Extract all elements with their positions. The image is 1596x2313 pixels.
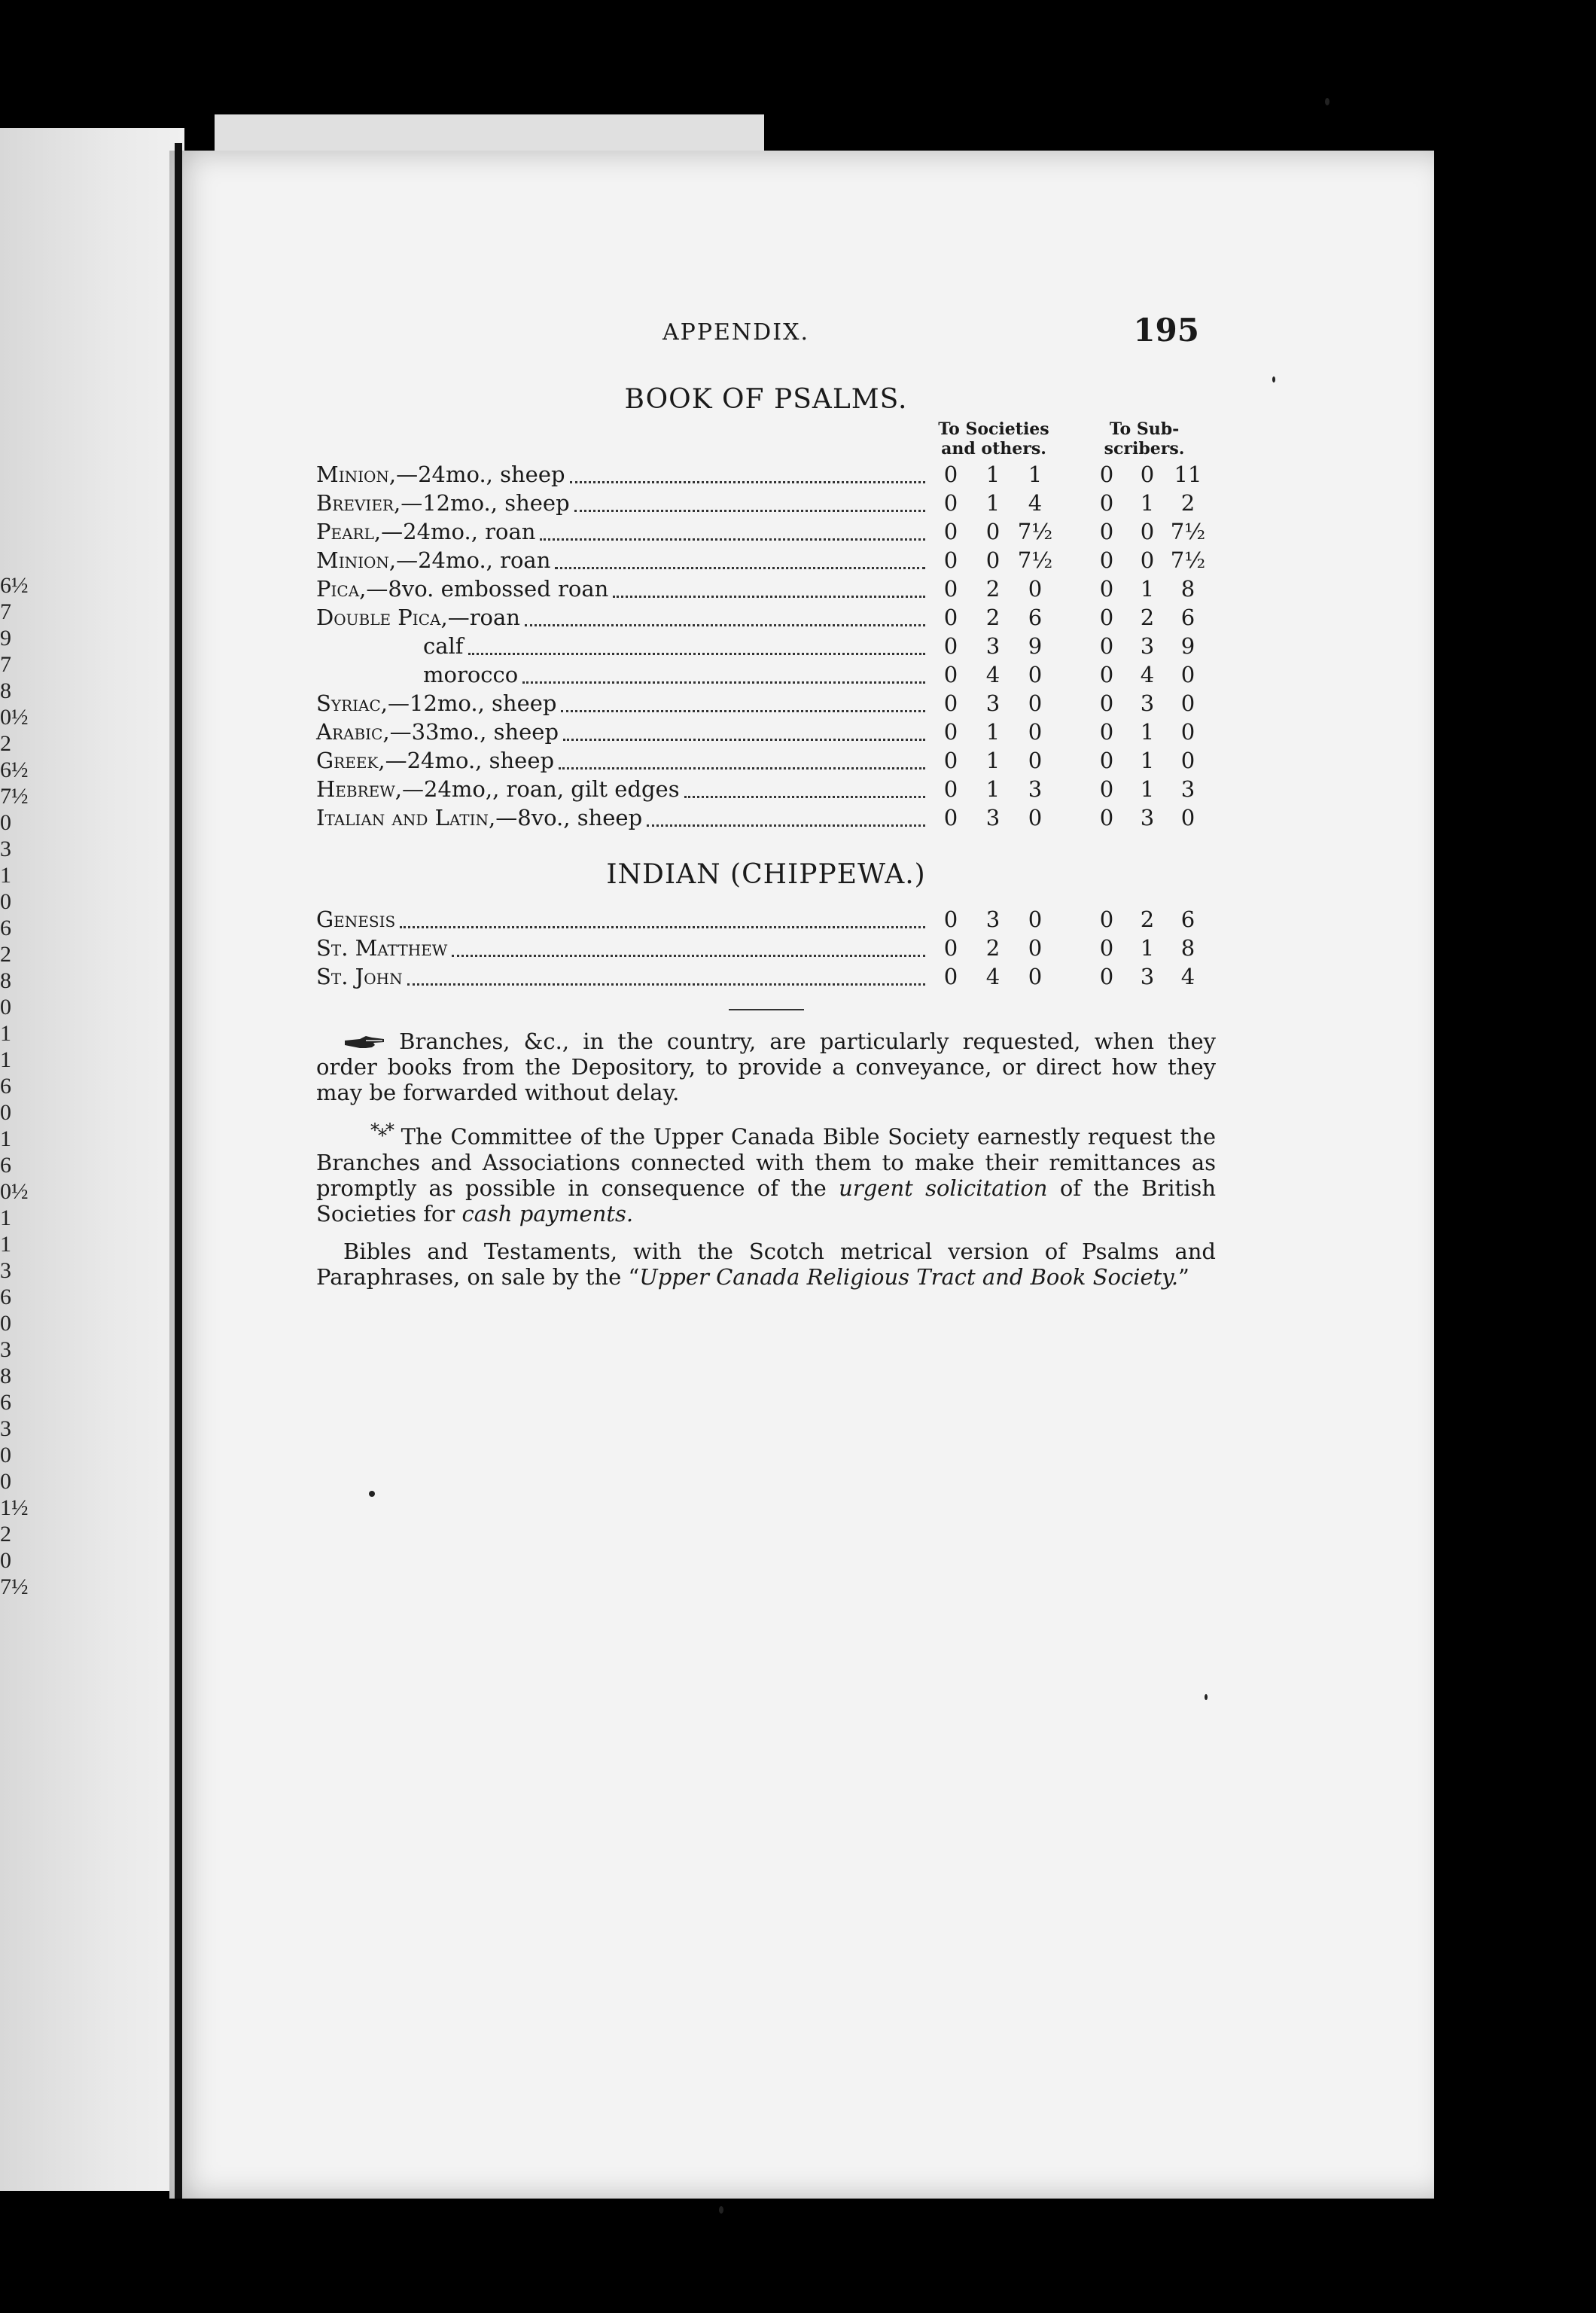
item-description: —roan [447, 605, 520, 630]
price-subscribers-pounds: 0 [1099, 490, 1114, 516]
column-gap [1056, 490, 1086, 516]
price-societies-pounds: 0 [943, 662, 958, 687]
price-subscribers-pounds: 0 [1099, 907, 1114, 932]
price-subscribers-pounds: 0 [1099, 633, 1114, 659]
price-subscribers-pounds: 0 [1099, 576, 1114, 602]
previous-page-digits [0, 572, 29, 1600]
dot-leader [570, 481, 925, 483]
price-row [316, 490, 1216, 519]
column-gap [1056, 748, 1086, 773]
note-conveyance [316, 1029, 1216, 1105]
price-cells [930, 805, 1216, 830]
price-societies-shillings: 4 [985, 662, 1001, 687]
price-subscribers-pence: 9 [1180, 633, 1195, 659]
price-row [316, 576, 1216, 605]
item-type: Minion, [316, 462, 397, 487]
column-gap [1056, 964, 1086, 989]
psalms-price-list [316, 462, 1216, 833]
price-subscribers-pounds: 0 [1099, 547, 1114, 573]
price-societies-pence: 0 [1028, 690, 1043, 716]
previous-page-digit: 0 [0, 1100, 11, 1125]
column-gap [1056, 776, 1086, 802]
price-societies-pence: 6 [1028, 605, 1043, 630]
dot-leader [407, 983, 925, 986]
manicule-icon [343, 1035, 385, 1051]
dot-leader [613, 596, 925, 598]
price-subscribers-shillings: 1 [1140, 490, 1155, 516]
indian-price-list [316, 907, 1216, 992]
price-subscribers-pence: 0 [1180, 662, 1195, 687]
price-societies-pence: 7½ [1017, 547, 1053, 573]
price-subscribers-pounds: 0 [1099, 605, 1114, 630]
price-subscribers-shillings: 1 [1140, 748, 1155, 773]
column-gap [1056, 662, 1086, 687]
price-societies-pounds: 0 [943, 964, 958, 989]
psalms-title: BOOK OF PSALMS. [624, 384, 908, 415]
previous-page-digit: 0½ [0, 1179, 29, 1204]
item-name [316, 748, 554, 773]
price-societies-pence: 9 [1028, 633, 1043, 659]
previous-page-digit: 2 [0, 731, 11, 756]
previous-page-digit: 1 [0, 1232, 11, 1257]
dot-leader [684, 796, 925, 798]
price-societies-pence: 0 [1028, 935, 1043, 961]
previous-page-digit: 6 [0, 1074, 11, 1099]
price-cells [930, 547, 1216, 573]
price-cells [930, 519, 1216, 544]
item-name [316, 690, 556, 716]
price-row [316, 776, 1216, 805]
previous-page-digit: 1 [0, 863, 11, 888]
previous-page-digit: 6 [0, 1284, 11, 1309]
item-description: —24mo., roan [381, 519, 536, 544]
item-description: calf [423, 633, 464, 659]
item-description: —24mo., roan [396, 547, 551, 573]
item-description: —24mo., sheep [396, 462, 565, 487]
previous-page-digit: 8 [0, 1364, 11, 1388]
price-subscribers-shillings: 3 [1140, 633, 1155, 659]
item-type: St. Matthew [316, 935, 448, 961]
column-gap [1056, 605, 1086, 630]
dot-leader [559, 767, 925, 769]
price-row [316, 605, 1216, 633]
asterism: *⁎* [370, 1120, 393, 1141]
price-subscribers-pence: 8 [1180, 935, 1195, 961]
price-societies-pounds: 0 [943, 633, 958, 659]
price-subscribers-shillings: 4 [1140, 662, 1155, 687]
price-row [316, 519, 1216, 547]
column-header-subscribers: To Sub- scribers. [1104, 419, 1185, 459]
item-name [316, 547, 550, 573]
divider-rule [729, 1009, 804, 1010]
price-societies-shillings: 3 [985, 633, 1001, 659]
item-name [316, 462, 565, 487]
dot-leader [561, 710, 925, 712]
dot-leader [563, 739, 925, 741]
price-societies-pence: 3 [1028, 776, 1043, 802]
price-societies-shillings: 3 [985, 805, 1001, 830]
price-subscribers-shillings: 3 [1140, 690, 1155, 716]
previous-page-digit: 0½ [0, 705, 29, 730]
item-type: Italian and Latin, [316, 805, 496, 830]
column-gap [1056, 576, 1086, 602]
item-description: —8vo. embossed roan [366, 576, 609, 602]
item-name [316, 805, 642, 830]
price-row [316, 964, 1216, 992]
price-subscribers-pence: 0 [1180, 690, 1195, 716]
column-gap [1056, 547, 1086, 573]
item-name [316, 935, 447, 961]
price-societies-shillings: 1 [985, 719, 1001, 745]
price-subscribers-pence: 7½ [1170, 519, 1206, 544]
price-subscribers-pounds: 0 [1099, 776, 1114, 802]
price-societies-pounds: 0 [943, 576, 958, 602]
price-societies-pence: 1 [1028, 462, 1043, 487]
price-societies-pence: 0 [1028, 748, 1043, 773]
item-name [316, 964, 403, 989]
price-subscribers-pence: 3 [1180, 776, 1195, 802]
item-type: Double Pica, [316, 605, 448, 630]
price-subscribers-shillings: 1 [1140, 719, 1155, 745]
previous-page-digit: 1 [0, 1047, 11, 1072]
previous-page-digit: 2 [0, 1522, 11, 1547]
price-row [316, 907, 1216, 935]
price-subscribers-shillings: 1 [1140, 776, 1155, 802]
price-subscribers-shillings: 0 [1140, 462, 1155, 487]
price-subscribers-shillings: 3 [1140, 805, 1155, 830]
price-cells [930, 662, 1216, 687]
previous-page-digit: 1 [0, 1021, 11, 1046]
price-cells [930, 576, 1216, 602]
item-description: —12mo., sheep [401, 490, 570, 516]
previous-page-digit: 6 [0, 1153, 11, 1178]
dot-leader [555, 567, 925, 569]
price-row [316, 547, 1216, 576]
price-societies-pounds: 0 [943, 605, 958, 630]
price-societies-shillings: 2 [985, 935, 1001, 961]
column-gap [1056, 805, 1086, 830]
previous-page-digit: 9 [0, 626, 11, 651]
price-cells [930, 907, 1216, 932]
previous-page-digit: 6½ [0, 757, 29, 782]
item-type: Pearl, [316, 519, 382, 544]
item-type: Genesis [316, 907, 396, 932]
previous-page-digit: 1 [0, 1205, 11, 1230]
price-societies-pounds: 0 [943, 805, 958, 830]
price-subscribers-shillings: 2 [1140, 605, 1155, 630]
item-description: —24mo,, roan, gilt edges [402, 776, 680, 802]
price-subscribers-pounds: 0 [1099, 748, 1114, 773]
item-type: Brevier, [316, 490, 401, 516]
price-societies-shillings: 0 [985, 519, 1001, 544]
previous-page-digit: 7 [0, 599, 11, 624]
price-societies-pounds: 0 [943, 935, 958, 961]
price-subscribers-shillings: 0 [1140, 547, 1155, 573]
price-subscribers-pence: 0 [1180, 748, 1195, 773]
price-societies-shillings: 1 [985, 490, 1001, 516]
price-subscribers-shillings: 0 [1140, 519, 1155, 544]
previous-page-digit: 1½ [0, 1495, 29, 1520]
price-row [316, 690, 1216, 719]
dot-leader [400, 926, 925, 928]
dot-leader [522, 681, 925, 684]
column-header-societies: To Societies and others. [938, 419, 1049, 459]
previous-page-digit: 0 [0, 889, 11, 914]
previous-page-digit: 0 [0, 810, 11, 835]
price-societies-shillings: 4 [985, 964, 1001, 989]
price-societies-pence: 0 [1028, 662, 1043, 687]
previous-page-digit: 0 [0, 1311, 11, 1336]
previous-page-digit: 7 [0, 652, 11, 677]
item-type: Minion, [316, 547, 397, 573]
item-name [316, 907, 395, 932]
column-gap [1056, 690, 1086, 716]
price-row [316, 462, 1216, 490]
price-row [316, 748, 1216, 776]
item-description: morocco [423, 662, 519, 687]
price-societies-shillings: 1 [985, 776, 1001, 802]
item-name [316, 490, 570, 516]
previous-page-digit: 7½ [0, 1574, 29, 1599]
note-conveyance-text: Branches, &c., in the country, are particularly requested, when they order books from the Depository, to provide a conveyance, or direct how they may be forwarded without delay. [316, 1029, 1217, 1105]
price-cells [930, 748, 1216, 773]
item-type: Greek, [316, 748, 385, 773]
price-subscribers-pence: 0 [1180, 805, 1195, 830]
dot-leader [452, 955, 925, 957]
previous-page-digit: 0 [0, 1443, 11, 1467]
column-gap [1056, 935, 1086, 961]
price-cells [930, 462, 1216, 487]
price-societies-pounds: 0 [943, 462, 958, 487]
previous-page-digit: 8 [0, 968, 11, 993]
price-subscribers-pence: 4 [1180, 964, 1195, 989]
previous-page-digit: 0 [0, 1548, 11, 1573]
price-societies-pence: 0 [1028, 964, 1043, 989]
page-top-strip [215, 114, 764, 152]
item-type: Syriac, [316, 690, 388, 716]
price-cells [930, 935, 1216, 961]
previous-page-digit: 7½ [0, 784, 29, 809]
price-societies-pounds: 0 [943, 490, 958, 516]
column-gap [1056, 462, 1086, 487]
price-subscribers-shillings: 3 [1140, 964, 1155, 989]
previous-page-edge [0, 128, 184, 2191]
previous-page-digit: 0 [0, 995, 11, 1019]
item-type: Arabic, [316, 719, 390, 745]
item-description: —33mo., sheep [389, 719, 559, 745]
price-societies-shillings: 1 [985, 462, 1001, 487]
price-subscribers-pence: 11 [1174, 462, 1202, 487]
price-subscribers-pounds: 0 [1099, 805, 1114, 830]
price-subscribers-pounds: 0 [1099, 462, 1114, 487]
item-name [316, 776, 680, 802]
price-subscribers-pounds: 0 [1099, 964, 1114, 989]
item-name [316, 719, 559, 745]
item-type: St. John [316, 964, 403, 989]
price-societies-pounds: 0 [943, 748, 958, 773]
indian-title: INDIAN (CHIPPEWA.) [606, 859, 926, 890]
dot-leader [468, 653, 925, 655]
price-societies-shillings: 3 [985, 690, 1001, 716]
previous-page-digit: 6 [0, 1390, 11, 1415]
price-societies-pence: 0 [1028, 576, 1043, 602]
price-societies-shillings: 2 [985, 605, 1001, 630]
price-subscribers-pounds: 0 [1099, 935, 1114, 961]
price-row [316, 935, 1216, 964]
price-row [316, 805, 1216, 833]
price-societies-pounds: 0 [943, 776, 958, 802]
item-type: Pica, [316, 576, 367, 602]
price-societies-shillings: 0 [985, 547, 1001, 573]
previous-page-digit: 6½ [0, 573, 29, 598]
price-subscribers-pounds: 0 [1099, 690, 1114, 716]
price-subscribers-pounds: 0 [1099, 662, 1114, 687]
price-row [316, 662, 1216, 690]
column-gap [1056, 633, 1086, 659]
running-title: APPENDIX. [662, 319, 809, 346]
price-subscribers-pounds: 0 [1099, 519, 1114, 544]
price-subscribers-pence: 7½ [1170, 547, 1206, 573]
previous-page-digit: 1 [0, 1126, 11, 1151]
price-subscribers-pence: 0 [1180, 719, 1195, 745]
price-societies-shillings: 3 [985, 907, 1001, 932]
previous-page-digit: 6 [0, 916, 11, 940]
note-tract-society: Bibles and Testaments, with the Scotch metrical version of Psalms and Paraphrases, on sale by the “Upper Canada Religious Tract and Book Society.” [316, 1238, 1216, 1290]
item-name [316, 633, 464, 659]
price-societies-pounds: 0 [943, 547, 958, 573]
price-cells [930, 490, 1216, 516]
price-subscribers-shillings: 1 [1140, 935, 1155, 961]
price-subscribers-pence: 6 [1180, 605, 1195, 630]
item-description: —8vo., sheep [495, 805, 643, 830]
price-societies-pence: 0 [1028, 907, 1043, 932]
price-cells [930, 690, 1216, 716]
book-spine [175, 143, 182, 2199]
price-cells [930, 605, 1216, 630]
item-name [316, 519, 535, 544]
price-societies-pence: 0 [1028, 805, 1043, 830]
price-subscribers-pence: 6 [1180, 907, 1195, 932]
price-societies-shillings: 2 [985, 576, 1001, 602]
page-content [316, 309, 1216, 1302]
price-cells [930, 776, 1216, 802]
running-head [316, 309, 1216, 361]
price-societies-pounds: 0 [943, 719, 958, 745]
item-name [316, 662, 518, 687]
previous-page-digit: 0 [0, 1469, 11, 1494]
price-cells [930, 964, 1216, 989]
previous-page-digit: 2 [0, 942, 11, 967]
item-description: —24mo., sheep [385, 748, 555, 773]
dot-leader [574, 510, 925, 512]
dot-leader [525, 624, 925, 626]
price-societies-pounds: 0 [943, 519, 958, 544]
item-type: Hebrew, [316, 776, 403, 802]
price-subscribers-shillings: 2 [1140, 907, 1155, 932]
price-societies-shillings: 1 [985, 748, 1001, 773]
price-subscribers-shillings: 1 [1140, 576, 1155, 602]
price-row [316, 633, 1216, 662]
price-column-headers [316, 419, 1216, 462]
price-societies-pence: 4 [1028, 490, 1043, 516]
note-remittances: *⁎* The Committee of the Upper Canada Bible Society earnestly request the Branches and Associations connected with them to make their remittances as promptly as possible in consequence of the urgent solicitation of the British Societies for cash payments. [316, 1117, 1216, 1227]
column-gap [1056, 719, 1086, 745]
previous-page-digit: 8 [0, 678, 11, 703]
column-gap [1056, 519, 1086, 544]
price-cells [930, 719, 1216, 745]
previous-page-digit: 3 [0, 1337, 11, 1362]
price-subscribers-pence: 2 [1180, 490, 1195, 516]
dot-leader [647, 824, 925, 827]
price-societies-pence: 7½ [1017, 519, 1053, 544]
price-row [316, 719, 1216, 748]
dot-leader [540, 538, 925, 541]
previous-page-digit: 3 [0, 1258, 11, 1283]
price-subscribers-pence: 8 [1180, 576, 1195, 602]
previous-page-digit: 3 [0, 837, 11, 861]
price-societies-pounds: 0 [943, 690, 958, 716]
item-description: —12mo., sheep [388, 690, 557, 716]
price-societies-pence: 0 [1028, 719, 1043, 745]
previous-page-digit: 3 [0, 1416, 11, 1441]
page-number: 195 [1133, 312, 1199, 349]
price-cells [930, 633, 1216, 659]
item-name [316, 576, 608, 602]
price-societies-pounds: 0 [943, 907, 958, 932]
column-gap [1056, 907, 1086, 932]
item-name [316, 605, 520, 630]
price-subscribers-pounds: 0 [1099, 719, 1114, 745]
